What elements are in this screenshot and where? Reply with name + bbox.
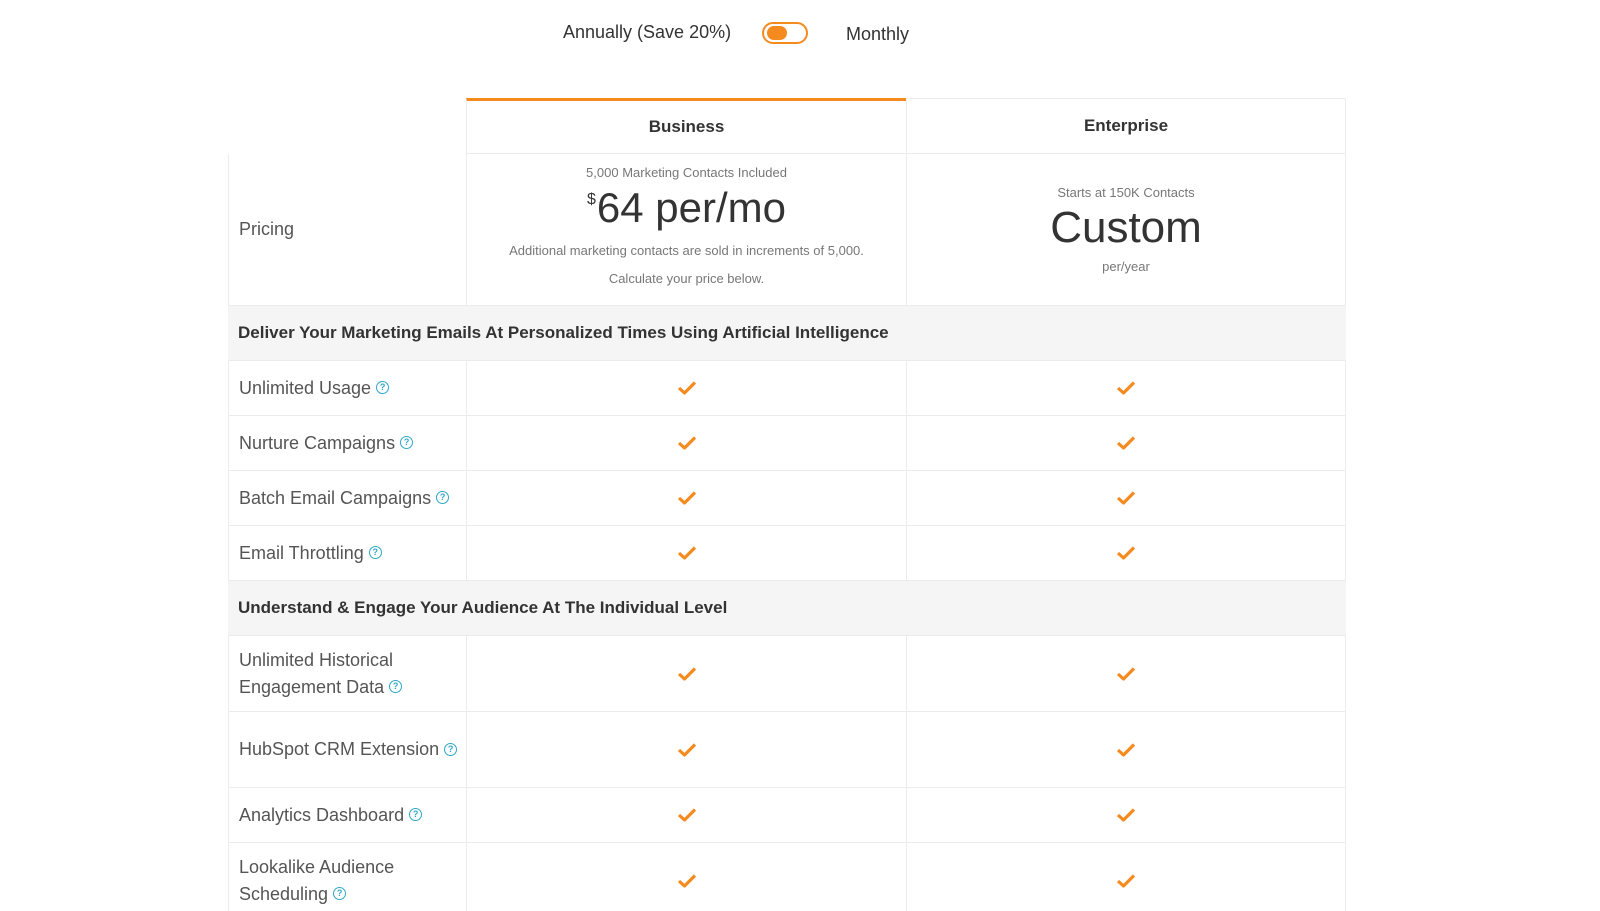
checkmark-icon [677,666,697,682]
checkmark-icon [677,873,697,889]
feature-label-cell [228,843,466,911]
business-note-line1: Additional marketing contacts are sold in increments of 5,000. [509,242,864,258]
help-icon[interactable]: ? [400,436,413,449]
feature-label [239,736,457,763]
feature-label [239,485,449,512]
feature-label-cell [228,526,466,581]
enterprise-price-period: per/year [1102,258,1150,274]
enterprise-feature-cell [906,361,1346,416]
feature-label [239,647,466,701]
help-icon[interactable]: ? [444,743,457,756]
business-price-cell [466,154,906,306]
feature-label-cell [228,712,466,788]
business-contacts-included: 5,000 Marketing Contacts Included [586,165,787,181]
business-price-block [509,165,864,294]
enterprise-feature-cell [906,788,1346,843]
checkmark-icon [1116,742,1136,758]
feature-label-cell [228,788,466,843]
business-note-line2: Calculate your price below. [608,271,765,287]
feature-name: Analytics Dashboard [239,804,405,825]
feature-label-cell [228,361,466,416]
plan-header-row [228,98,1346,154]
help-icon[interactable]: ? [376,381,389,394]
billing-monthly-label[interactable]: Monthly [846,24,910,44]
enterprise-feature-cell [906,712,1346,788]
feature-label [239,375,389,402]
enterprise-feature-cell [906,636,1346,712]
checkmark-icon [1116,873,1136,889]
feature-row [228,712,1346,788]
enterprise-contacts-included: Starts at 150K Contacts [1057,184,1195,200]
feature-row [228,843,1346,911]
business-feature-cell [466,361,906,416]
feature-label-cell [228,636,466,712]
feature-label [239,802,422,829]
currency-symbol: $ [586,190,596,208]
feature-label-cell [228,416,466,471]
business-feature-cell [466,526,906,581]
feature-label-cell [228,471,466,526]
help-icon[interactable]: ? [436,491,449,504]
checkmark-icon [1116,807,1136,823]
checkmark-icon [1116,380,1136,396]
feature-label [239,540,382,567]
business-feature-cell [466,712,906,788]
feature-name: Unlimited Usage [239,377,372,398]
billing-toggle [0,18,1600,52]
business-price-note [509,237,864,294]
business-feature-cell [466,843,906,911]
feature-row [228,526,1346,581]
billing-period-switch[interactable] [762,22,808,44]
feature-name: Lookalike Audience Scheduling [239,856,395,904]
checkmark-icon [1116,490,1136,506]
checkmark-icon [677,807,697,823]
enterprise-feature-cell [906,526,1346,581]
feature-label [239,430,413,457]
business-feature-cell [466,416,906,471]
enterprise-price-cell [906,154,1346,306]
enterprise-feature-cell [906,471,1346,526]
plan-header-enterprise[interactable]: Enterprise [906,98,1346,154]
plan-comparison-table [228,98,1346,911]
feature-name: Nurture Campaigns [239,432,396,453]
feature-row [228,788,1346,843]
plan-header-business[interactable]: Business [466,98,906,154]
checkmark-icon [677,545,697,561]
section-header: Deliver Your Marketing Emails At Personalized Times Using Artificial Intelligence [228,306,1346,361]
checkmark-icon [677,435,697,451]
enterprise-feature-cell [906,416,1346,471]
feature-name: Email Throttling [239,542,364,563]
checkmark-icon [1116,545,1136,561]
pricing-row [228,154,1346,306]
checkmark-icon [677,490,697,506]
feature-label [239,854,466,908]
help-icon[interactable]: ? [333,887,346,900]
feature-name: Batch Email Campaigns [239,487,432,508]
checkmark-icon [1116,666,1136,682]
feature-name: HubSpot CRM Extension [239,739,440,759]
feature-row [228,636,1346,712]
pricing-label-cell [228,154,466,306]
switch-knob [767,26,787,40]
feature-row [228,471,1346,526]
business-feature-cell [466,636,906,712]
help-icon[interactable]: ? [369,546,382,559]
pricing-label: Pricing [239,219,295,239]
business-feature-cell [466,471,906,526]
help-icon[interactable]: ? [389,680,402,693]
section-header: Understand & Engage Your Audience At The Individual Level [228,581,1346,636]
feature-row [228,361,1346,416]
business-feature-cell [466,788,906,843]
header-spacer [228,98,466,154]
checkmark-icon [677,742,697,758]
help-icon[interactable]: ? [409,808,422,821]
business-price-value: 64 per/mo [596,183,786,231]
business-price [509,185,864,231]
enterprise-price-block [1050,185,1202,275]
feature-name: Unlimited Historical Engagement Data [239,649,394,697]
checkmark-icon [677,380,697,396]
enterprise-feature-cell [906,843,1346,911]
feature-row [228,416,1346,471]
enterprise-price: Custom [1050,203,1202,253]
billing-annual-label[interactable]: Annually (Save 20%) [563,22,732,42]
checkmark-icon [1116,435,1136,451]
